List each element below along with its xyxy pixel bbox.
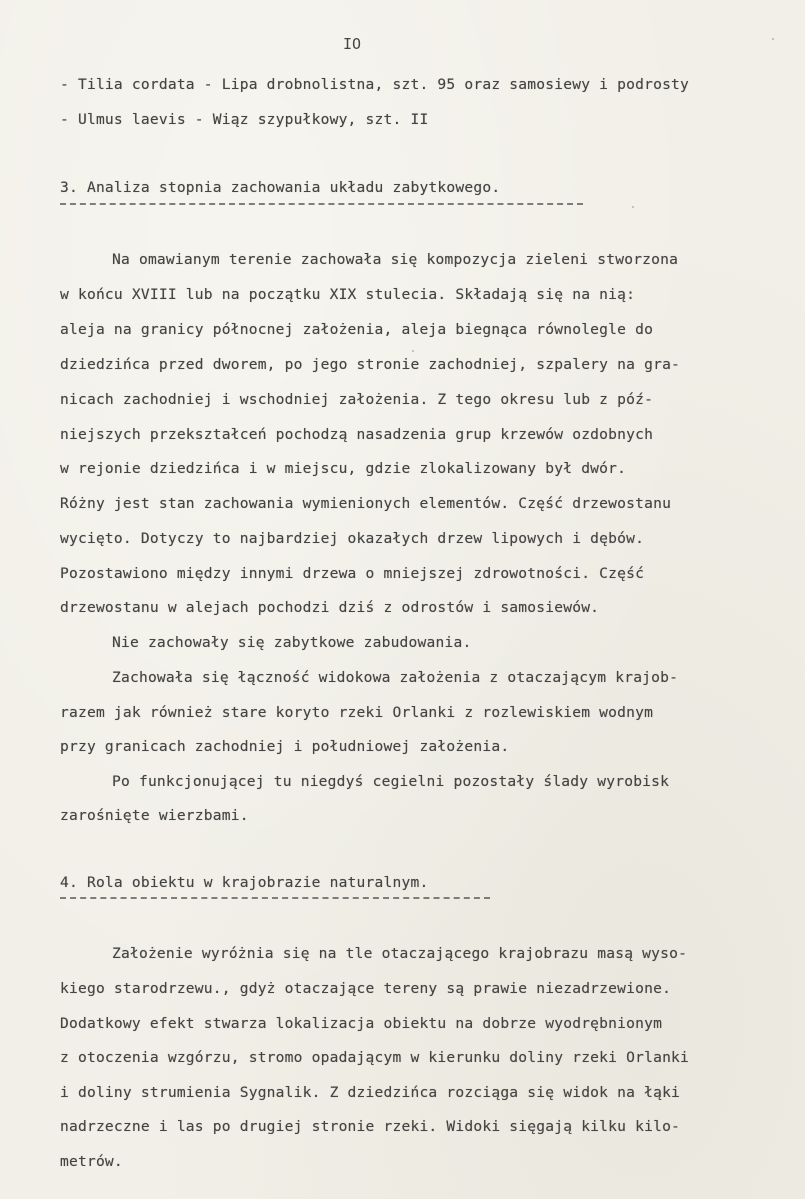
paragraph-line: kiego starodrzewu., gdyż otaczające tereny są prawie niezadrzewione. — [60, 980, 672, 997]
paragraph-line: nadrzeczne i las po drugiej stronie rzeki. Widoki sięgają kilku kilo- — [60, 1118, 681, 1135]
paragraph-line: zarośnięte wierzbami. — [60, 807, 249, 824]
paragraph-line: z otoczenia wzgórzu, stromo opadającym w kierunku doliny rzeki Orlanki — [60, 1049, 690, 1066]
paper-speck — [412, 350, 414, 352]
paragraph-line: Na omawianym terenie zachowała się kompozycja zieleni stworzona — [112, 251, 679, 268]
paragraph-line: wycięto. Dotyczy to najbardziej okazałych drzew lipowych i dębów. — [60, 530, 645, 547]
heading-underline — [60, 897, 490, 899]
paragraph-line: przy granicach zachodniej i południowej założenia. — [60, 738, 510, 755]
paragraph-line: niejszych przekształceń pochodzą nasadzenia grup krzewów ozdobnych — [60, 426, 654, 443]
paragraph-line: aleja na granicy północnej założenia, aleja biegnąca równolegle do — [60, 321, 654, 338]
paragraph-line: Dodatkowy efekt stwarza lokalizacja obiektu na dobrze wyodrębnionym — [60, 1015, 663, 1032]
paragraph-line: dziedzińca przed dworem, po jego stronie zachodniej, szpalery na gra- — [60, 356, 681, 373]
paragraph-line: drzewostanu w alejach pochodzi dziś z odrostów i samosiewów. — [60, 599, 600, 616]
section-heading: 3. Analiza stopnia zachowania układu zabytkowego. — [60, 179, 501, 196]
paragraph-line: metrów. — [60, 1153, 123, 1170]
page-number: IO — [343, 35, 362, 53]
paragraph-line: w rejonie dziedzińca i w miejscu, gdzie zlokalizowany był dwór. — [60, 460, 627, 477]
section-heading: 4. Rola obiektu w krajobrazie naturalnym. — [60, 874, 429, 891]
species-line: - Ulmus laevis - Wiąz szypułkowy, szt. II — [60, 111, 429, 128]
paragraph-line: razem jak również stare koryto rzeki Orlanki z rozlewiskiem wodnym — [60, 704, 654, 721]
paragraph-line: w końcu XVIII lub na początku XIX stulecia. Składają się na nią: — [60, 286, 636, 303]
species-line: - Tilia cordata - Lipa drobnolistna, szt. 95 oraz samosiewy i podrosty — [60, 76, 690, 93]
paragraph-line: Założenie wyróżnia się na tle otaczającego krajobrazu masą wyso- — [112, 945, 688, 962]
paragraph-line: i doliny strumienia Sygnalik. Z dziedzińca rozciąga się widok na łąki — [60, 1084, 681, 1101]
paragraph-line: Nie zachowały się zabytkowe zabudowania. — [112, 634, 472, 651]
paragraph-line: nicach zachodniej i wschodniej założenia. Z tego okresu lub z póź- — [60, 391, 654, 408]
heading-underline — [60, 203, 583, 205]
paragraph-line: Zachowała się łączność widokowa założenia z otaczającym krajob- — [112, 669, 679, 686]
paragraph-line: Różny jest stan zachowania wymienionych elementów. Część drzewostanu — [60, 495, 672, 512]
paper-speck — [772, 38, 774, 40]
paragraph-line: Po funkcjonującej tu niegdyś cegielni pozostały ślady wyrobisk — [112, 773, 670, 790]
paper-speck — [632, 206, 634, 208]
paragraph-line: Pozostawiono między innymi drzewa o mniejszej zdrowotności. Część — [60, 565, 645, 582]
